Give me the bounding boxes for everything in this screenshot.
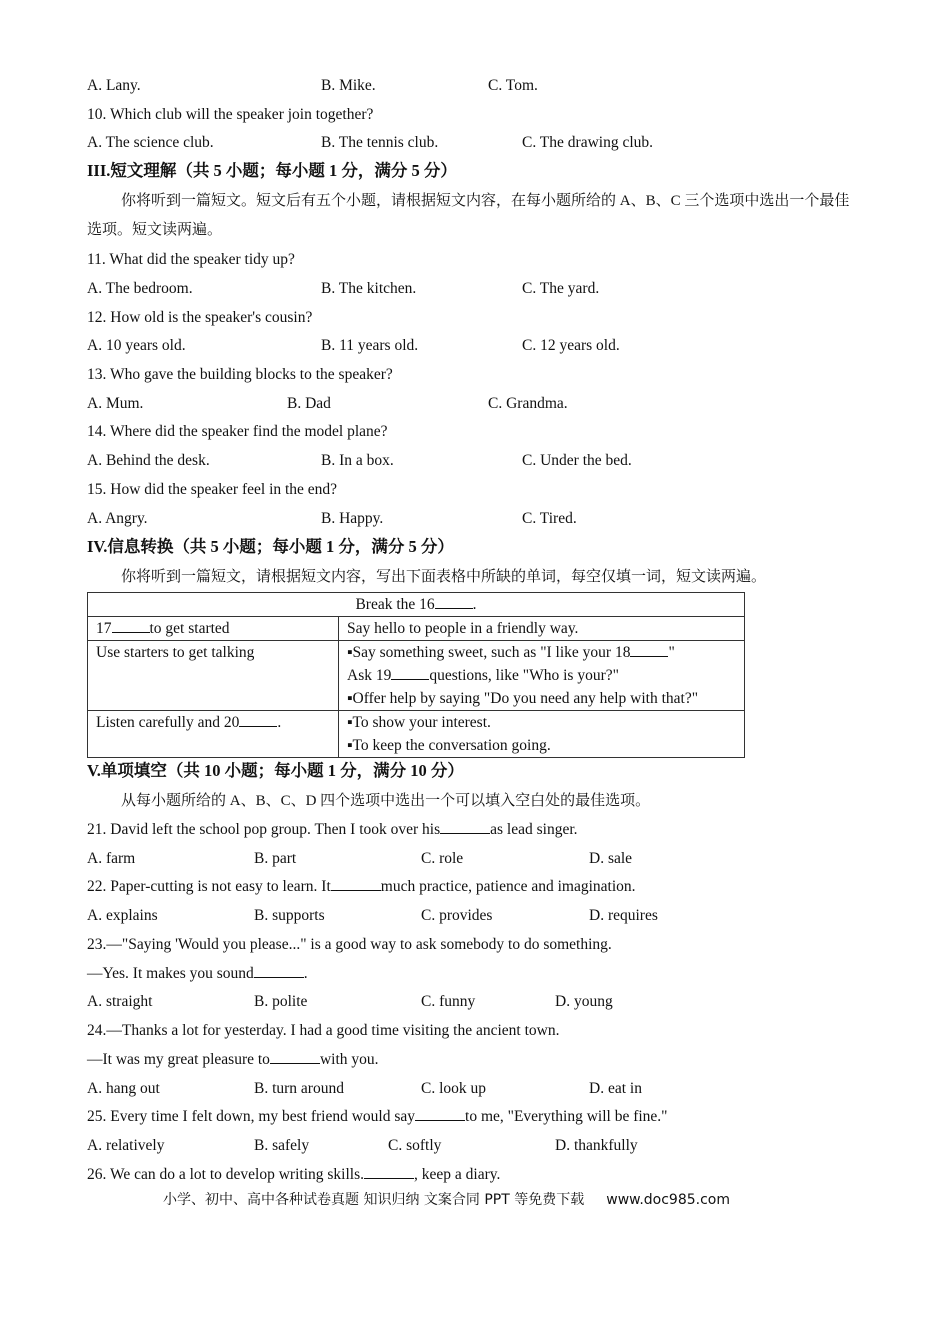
q10-question: 10. Which club will the speaker join together? [87, 106, 374, 123]
section5-instruction: 从每小题所给的 A、B、C、D 四个选项中选出一个可以填入空白处的最佳选项。 [121, 793, 651, 809]
blank-17 [112, 619, 150, 633]
info-table [87, 592, 745, 758]
table-header-end: . [472, 596, 477, 613]
q25-text-end: to me, "Everything will be fine." [465, 1108, 668, 1125]
q25-text: 25. Every time I felt down, my best friend would say [87, 1108, 416, 1125]
q24-reply-text: —It was my great pleasure to [87, 1051, 270, 1068]
q9-option-c: C. Tom. [488, 77, 538, 94]
q15-option-b: B. Happy. [321, 510, 384, 527]
q22-option-d: D. requires [589, 907, 658, 924]
row3-line2: ▪To keep the conversation going. [347, 737, 551, 754]
blank-16 [435, 595, 473, 609]
q22-question [87, 877, 636, 897]
row2-line2-end: questions, like "Who is your?" [429, 667, 619, 684]
row3-line1: ▪To show your interest. [347, 714, 491, 731]
row1-left-cell [88, 617, 339, 641]
q24-reply [87, 1050, 379, 1070]
q22-text: 22. Paper-cutting is not easy to learn. It [87, 878, 331, 895]
row2-line1-end: " [668, 644, 675, 661]
q22-text-end: much practice, patience and imagination. [380, 878, 636, 895]
q11-option-c: C. The yard. [522, 280, 600, 297]
q22-option-a: A. explains [87, 907, 158, 924]
q12-option-a: A. 10 years old. [87, 337, 186, 354]
footer-text: 小学、初中、高中各种试卷真题 知识归纳 文案合同 PPT 等免费下载 [163, 1192, 585, 1208]
q12-option-b: B. 11 years old. [321, 337, 419, 354]
q26-text: 26. We can do a lot to develop writing skills. [87, 1166, 364, 1183]
row1-left-text: to get started [149, 620, 230, 637]
q15-option-a: A. Angry. [87, 510, 148, 527]
q23-option-b: B. polite [254, 993, 308, 1010]
q9-option-b: B. Mike. [321, 77, 376, 94]
q23-option-a: A. straight [87, 993, 153, 1010]
q22-blank [331, 877, 381, 891]
q23-question: 23.—"Saying 'Would you please..." is a good way to ask somebody to do something. [87, 936, 612, 953]
table-header-text: Break the 16 [355, 596, 435, 613]
q12-option-c: C. 12 years old. [522, 337, 620, 354]
footer-site-link[interactable]: www.doc985.com [606, 1192, 730, 1208]
q21-question [87, 820, 578, 840]
q24-blank [270, 1050, 320, 1064]
row1-right-cell: Say hello to people in a friendly way. [339, 617, 745, 641]
section3-instruction: 你将听到一篇短文。短文后有五个小题，请根据短文内容，在每小题所给的 A、B、C 三个选项中选出一个最佳选项。短文读两遍。 [87, 193, 850, 238]
q12-question: 12. How old is the speaker's cousin? [87, 309, 313, 326]
q13-option-b: B. Dad [287, 395, 331, 412]
section5-title: V.单项填空（共 10 小题；每小题 1 分，满分 10 分） [87, 761, 464, 780]
q11-option-b: B. The kitchen. [321, 280, 417, 297]
q24-option-d: D. eat in [589, 1080, 642, 1097]
row3-left-end: . [277, 714, 282, 731]
q24-reply-end: with you. [319, 1051, 379, 1068]
q14-question: 14. Where did the speaker find the model plane? [87, 423, 388, 440]
q21-option-b: B. part [254, 850, 297, 867]
q24-option-b: B. turn around [254, 1080, 344, 1097]
row2-right-cell [339, 641, 745, 711]
q26-text-end: , keep a diary. [414, 1166, 501, 1183]
q25-option-d: D. thankfully [555, 1137, 638, 1154]
section4-instruction: 你将听到一篇短文，请根据短文内容，写出下面表格中所缺的单词，每空仅填一词，短文读两遍。 [121, 569, 767, 585]
row2-line3: ▪Offer help by saying "Do you need any help with that?" [347, 690, 699, 707]
row3-left-cell [88, 711, 339, 758]
row2-line2-text: Ask 19 [347, 667, 392, 684]
blank-19 [391, 666, 429, 680]
q21-blank [440, 820, 490, 834]
q26-question [87, 1165, 500, 1185]
page-footer [163, 1190, 730, 1210]
row2-left-cell: Use starters to get talking [88, 641, 339, 711]
q13-option-c: C. Grandma. [488, 395, 568, 412]
q25-option-c: C. softly [388, 1137, 442, 1154]
section4-title: IV.信息转换（共 5 小题；每小题 1 分，满分 5 分） [87, 537, 454, 556]
q25-option-b: B. safely [254, 1137, 310, 1154]
q10-option-b: B. The tennis club. [321, 134, 439, 151]
q24-option-a: A. hang out [87, 1080, 160, 1097]
q10-option-c: C. The drawing club. [522, 134, 654, 151]
q25-option-a: A. relatively [87, 1137, 165, 1154]
q11-question: 11. What did the speaker tidy up? [87, 251, 295, 268]
row3-right-cell [339, 711, 745, 758]
q23-option-c: C. funny [421, 993, 476, 1010]
blank-20 [239, 713, 277, 727]
row2-line2 [347, 664, 736, 687]
blank-18 [630, 643, 668, 657]
table-header-cell [88, 593, 745, 617]
q21-option-a: A. farm [87, 850, 136, 867]
q11-option-a: A. The bedroom. [87, 280, 193, 297]
q13-option-a: A. Mum. [87, 395, 144, 412]
q10-option-a: A. The science club. [87, 134, 214, 151]
q23-reply-text: —Yes. It makes you sound [87, 965, 254, 982]
q21-option-c: C. role [421, 850, 464, 867]
q23-blank [254, 964, 304, 978]
q21-text: 21. David left the school pop group. Then I took over his [87, 821, 441, 838]
q15-question: 15. How did the speaker feel in the end? [87, 481, 338, 498]
q25-blank [415, 1107, 465, 1121]
q14-option-b: B. In a box. [321, 452, 394, 469]
q21-text-end: as lead singer. [490, 821, 578, 838]
q13-question: 13. Who gave the building blocks to the speaker? [87, 366, 393, 383]
row3-left-text: Listen carefully and 20 [96, 714, 240, 731]
row2-line1-text: ▪Say something sweet, such as "I like your 18 [347, 644, 631, 661]
q14-option-a: A. Behind the desk. [87, 452, 210, 469]
q24-option-c: C. look up [421, 1080, 487, 1097]
row2-line1 [347, 641, 736, 664]
q14-option-c: C. Under the bed. [522, 452, 632, 469]
q15-option-c: C. Tired. [522, 510, 577, 527]
section3-title: III.短文理解（共 5 小题；每小题 1 分，满分 5 分） [87, 161, 457, 180]
q26-blank [364, 1165, 414, 1179]
q24-question: 24.—Thanks a lot for yesterday. I had a good time visiting the ancient town. [87, 1022, 560, 1039]
q21-option-d: D. sale [589, 850, 633, 867]
q23-reply [87, 964, 308, 984]
q23-option-d: D. young [555, 993, 613, 1010]
q9-option-a: A. Lany. [87, 77, 141, 94]
row1-left-num: 17 [96, 620, 112, 637]
q25-question [87, 1107, 668, 1127]
q22-option-b: B. supports [254, 907, 325, 924]
q22-option-c: C. provides [421, 907, 493, 924]
q23-reply-end: . [303, 965, 308, 982]
